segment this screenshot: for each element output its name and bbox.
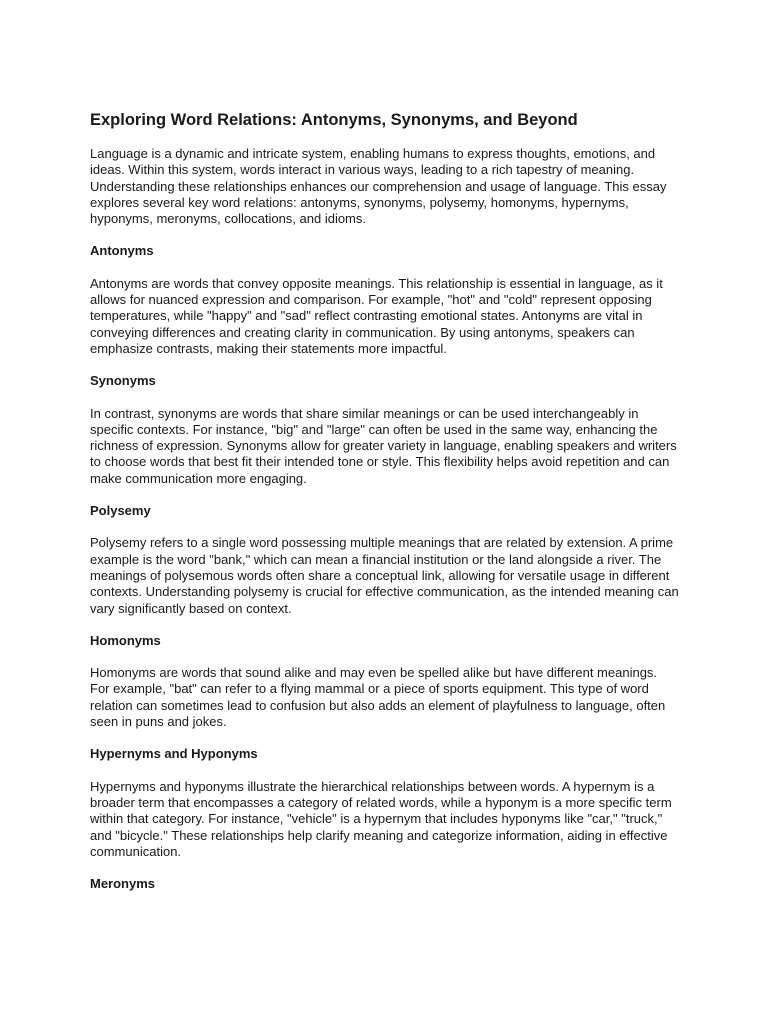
section-heading-homonyms: Homonyms [90,632,161,648]
section-heading-synonyms: Synonyms [90,373,156,389]
section-heading-hypernyms-hyponyms: Hypernyms and Hyponyms [90,746,258,762]
intro-paragraph: Language is a dynamic and intricate system, enabling humans to express thoughts, emotions, and ideas. Within this system, words interact in various ways, leading to a rich tapestry of meaning. Understanding these relationships enhances our comprehension and usage of language. This essay explores several key word relations: antonyms, synonyms, polysemy, homonyms, hypernyms, hyponyms, meronyms, collocations, and idioms. [90,146,667,227]
section-body-homonyms: Homonyms are words that sound alike and may even be spelled alike but have different meanings. For example, "bat" can refer to a flying mammal or a piece of sports equipment. This type of word relation can sometimes lead to confusion but also adds an element of playfulness to language, often seen in puns and jokes. [90,665,666,730]
section-body-synonyms: In contrast, synonyms are words that share similar meanings or can be used interchangeably in specific contexts. For instance, "big" and "large" can often be used in the same way, enhancing the richness of expression. Synonyms allow for greater variety in language, enabling speakers and writers to choose words that best fit their intended tone or style. This flexibility helps avoid repetition and can make communication more engaging. [90,405,677,486]
section-heading-meronyms: Meronyms [90,876,156,892]
section-heading-polysemy: Polysemy [90,503,151,519]
section-body-polysemy: Polysemy refers to a single word possessing multiple meanings that are related by extension. A prime example is the word "bank," which can mean a financial institution or the land alongside a river. The meanings of polysemous words often share a conceptual link, allowing for versatile usage in different contexts. Understanding polysemy is crucial for effective communication, as the intended meaning can vary significantly based on context. [90,535,679,616]
section-body-hypernyms-hyponyms: Hypernyms and hyponyms illustrate the hierarchical relationships between words. A hypernym is a broader term that encompasses a category of related words, while a hyponym is a more specific term within that category. For instance, "vehicle" is a hypernym that includes hyponyms like "car," "truck," and "bicycle." These relationships help clarify meaning and categorize information, aiding in effective communication. [90,778,672,859]
document-title: Exploring Word Relations: Antonyms, Synonyms, and Beyond [90,111,578,129]
section-heading-antonyms: Antonyms [90,243,154,259]
document-page [90,110,680,908]
section-body-antonyms: Antonyms are words that convey opposite meanings. This relationship is essential in language, as it allows for nuanced expression and comparison. For example, "hot" and "cold" represent opposing temperatures, while "happy" and "sad" reflect contrasting emotional states. Antonyms are vital in conveying differences and creating clarity in communication. By using antonyms, speakers can emphasize contrasts, making their statements more impactful. [90,275,663,356]
